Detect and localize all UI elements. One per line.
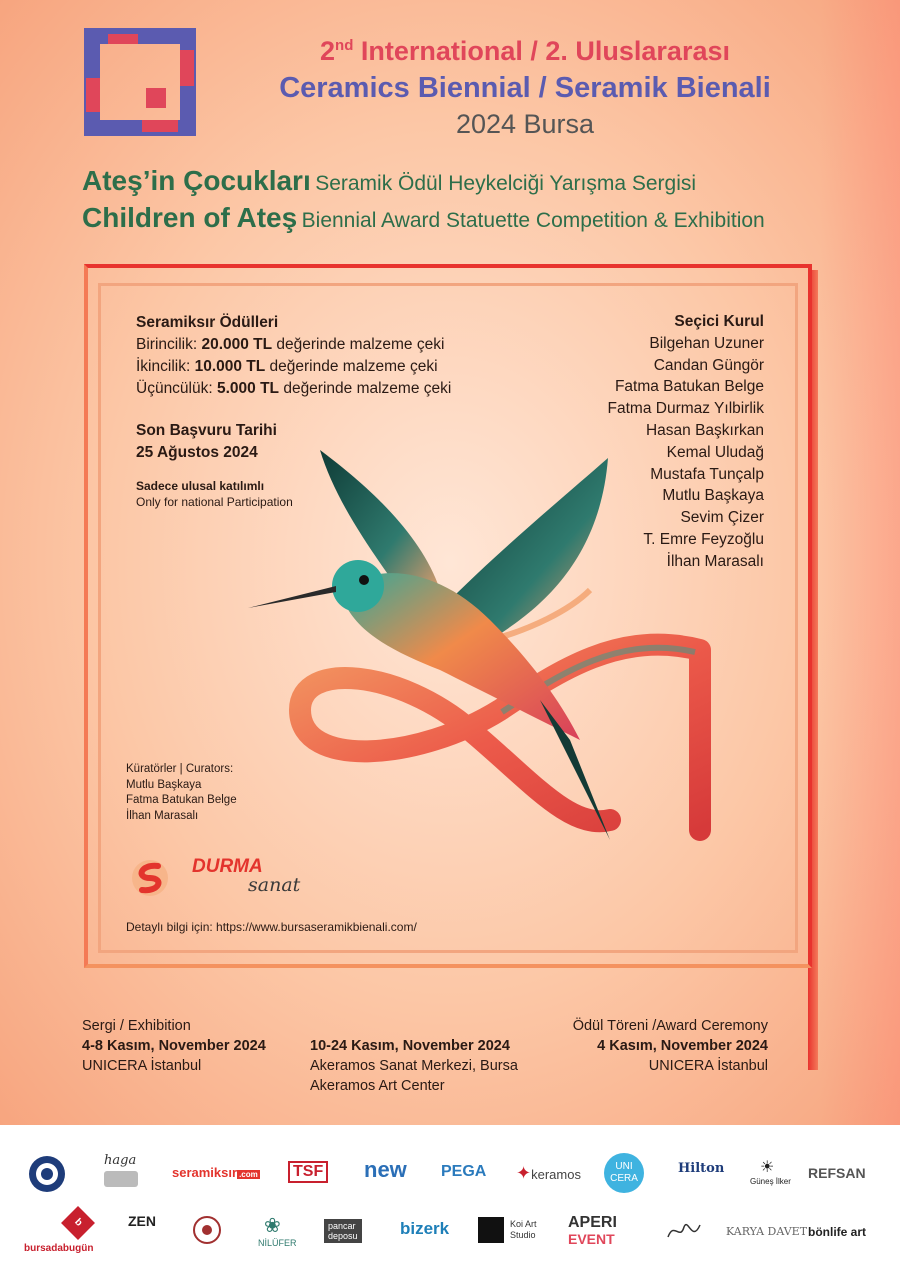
award-first: Birincilik: 20.000 TL değerinde malzeme çeki [136,336,445,353]
curator-name: İlhan Marasalı [126,809,199,822]
event-akeramos: 10-24 Kasım, November 2024 Akeramos Sanat Merkezi, Bursa Akeramos Art Center [310,1038,518,1094]
haga-figures-icon [104,1171,138,1187]
hilton-logo: Hilton [678,1161,725,1176]
jury-member: T. Emre Feyzoğlu [643,530,764,548]
jury-block [608,311,764,573]
awards-title: Seramiksır Ödülleri [136,314,279,331]
durma-sanat-logo: DURMA sanat [192,856,301,896]
info-link[interactable]: Detaylı bilgi için: https://www.bursaseramikbienali.com/ [126,920,417,934]
event-exhibition: Sergi / Exhibition 4-8 Kasım, November 2024 UNICERA İstanbul [82,1018,266,1074]
jury-member: İlhan Marasalı [666,552,764,570]
subtitle-tr-rest: Seramik Ödül Heykelciği Yarışma Sergisi [315,172,697,195]
biennial-logo [84,28,196,136]
jury-member: Fatma Batukan Belge [614,378,764,396]
header-year: 2024 Bursa [455,109,595,139]
koi-art-icon [478,1217,504,1243]
unicera-logo: UNI CERA [604,1153,644,1193]
curator-name: Mutlu Başkaya [126,778,202,791]
jury-member: Mustafa Tunçalp [650,465,764,483]
zen-ceramics-logo: ZEN [128,1213,156,1229]
university-seal-logo [28,1155,66,1193]
header-line2: Ceramics Biennial / Seramik Bienali [279,72,771,104]
pancar-deposu-logo: pancar deposu [324,1219,362,1243]
refsan-logo: REFSAN [808,1165,866,1181]
jury-member: Hasan Başkırkan [645,421,764,439]
participation-tr: Sadece ulusal katılımlı [136,479,265,493]
karya-davet-logo: KARYA DAVET [726,1225,808,1238]
jury-member: Bilgehan Uzuner [649,334,764,352]
tsf-logo: TSF [288,1161,328,1183]
bizerk-logo: bizerk [400,1219,450,1238]
curator-name: Fatma Batukan Belge [126,794,237,806]
deadline-block [136,420,277,464]
museum-seal-logo [192,1215,222,1245]
gunes-ilker-logo: ☀ Güneş İlker [750,1159,791,1186]
jury-title: Seçici Kurul [674,313,764,330]
seramiksir-swirl-logo [130,858,170,898]
award-second: İkincilik: 10.000 TL değerinde malzeme çeki [136,358,438,375]
subtitle [82,165,822,239]
deadline-date: 25 Ağustos 2024 [136,444,258,461]
signature-logo [664,1217,704,1245]
jury-member: Candan Güngör [653,356,764,374]
subtitle-en-rest: Biennial Award Statuette Competition & Exhibition [301,209,765,232]
subtitle-tr-bold: Ateş’in Çocukları [82,165,311,196]
haga-logo: haga [104,1153,137,1168]
curators-title: Küratörler | Curators: [126,763,234,775]
awards-block [136,312,451,400]
subtitle-en-bold: Children of Ateş [82,202,298,233]
jury-member: Fatma Durmaz Yılbirlik [607,400,764,418]
koi-art-logo: Koi Art Studio [510,1219,537,1240]
aperi-event-logo: APERI EVENT [568,1214,617,1247]
header-line1: 2nd International / 2. Uluslararası [320,36,730,66]
new-logo: new [364,1157,407,1182]
header [230,28,820,141]
event-ceremony: Ödül Töreni /Award Ceremony 4 Kasım, November 2024 UNICERA İstanbul [572,1018,768,1074]
sponsor-strip: haga seramiksır .com TSF new PEGA ✦keramos UNI CERA Hilton ☀ Güneş İlker REFSAN b bursadabugün ZEN ❀ NİLÜFER pancar deposu bizerk Koi Art Studio APERI EVENT KARYA DAVET bönlife art [0,1125,900,1283]
pega-logo: PEGA [441,1163,487,1180]
jury-member: Mutlu Başkaya [662,487,764,505]
participation-note [136,478,293,510]
jury-member: Sevim Çizer [680,509,764,527]
participation-en: Only for national Participation [136,495,293,509]
deadline-title: Son Başvuru Tarihi [136,422,277,439]
seramiksir-logo: seramiksır .com [172,1165,258,1180]
akeramos-logo: ✦keramos [516,1163,581,1183]
award-third: Üçüncülük: 5.000 TL değerinde malzeme çeki [136,380,452,397]
jury-member: Kemal Uludağ [666,443,764,461]
bonlife-art-logo: bönlife art [808,1225,867,1239]
nilufer-logo: ❀ NİLÜFER [258,1215,297,1248]
curators-block [126,762,237,824]
